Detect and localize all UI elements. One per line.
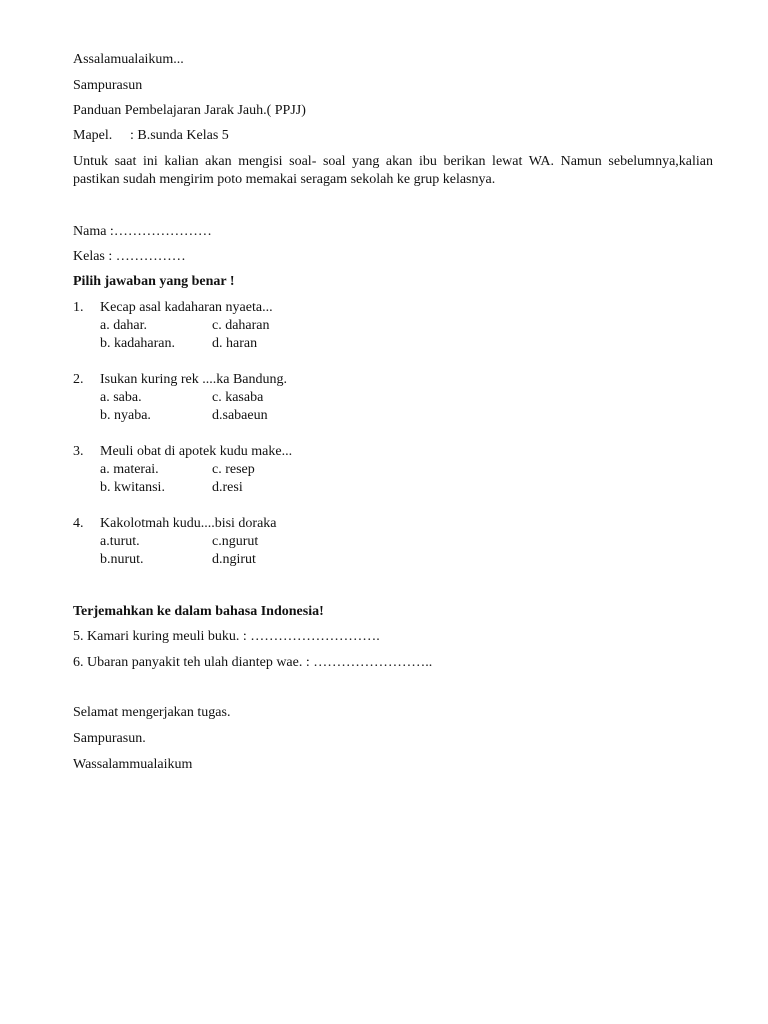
option-d: d.resi [212, 480, 243, 495]
question-6: 6. Ubaran panyakit teh ulah diantep wae. : …………………….. [73, 655, 433, 670]
mapel-value: : B.sunda Kelas 5 [130, 128, 229, 143]
option-d: d. haran [212, 336, 258, 351]
question-text: Kakolotmah kudu....bisi doraka [100, 516, 277, 531]
closing-greeting: Wassalammualaikum [73, 757, 193, 772]
instructions: Untuk saat ini kalian akan mengisi soal- soal yang akan ibu berikan lewat WA. Namun sebelumnya,kalian pastikan sudah mengirim poto memakai seragam sekolah ke grup kelasnya. [73, 154, 713, 187]
option-a: a.turut. [100, 534, 140, 549]
question-number: 3. [73, 444, 84, 459]
option-b: b. kwitansi. [100, 480, 165, 495]
section-heading-multiple-choice: Pilih jawaban yang benar ! [73, 274, 235, 289]
question-number: 4. [73, 516, 84, 531]
question-number: 1. [73, 300, 84, 315]
option-b: b. nyaba. [100, 408, 151, 423]
closing-salam: Sampurasun. [73, 731, 146, 746]
salam: Sampurasun [73, 78, 143, 93]
option-b: b.nurut. [100, 552, 144, 567]
question-text: Isukan kuring rek ....ka Bandung. [100, 372, 288, 387]
question-5: 5. Kamari kuring meuli buku. : ………………………. [73, 629, 380, 644]
option-a: a. dahar. [100, 318, 148, 333]
greeting: Assalamualaikum... [73, 52, 184, 67]
closing-message: Selamat mengerjakan tugas. [73, 705, 231, 720]
option-d: d.sabaeun [212, 408, 268, 423]
question-text: Kecap asal kadaharan nyaeta... [100, 300, 273, 315]
option-c: c. resep [212, 462, 255, 477]
option-a: a. materai. [100, 462, 159, 477]
kelas-field: Kelas : …………… [73, 249, 186, 264]
section-heading-translate: Terjemahkan ke dalam bahasa Indonesia! [73, 604, 324, 619]
option-b: b. kadaharan. [100, 336, 176, 351]
option-c: c. kasaba [212, 390, 264, 405]
option-c: c. daharan [212, 318, 270, 333]
mapel-label: Mapel. [73, 128, 113, 143]
question-text: Meuli obat di apotek kudu make... [100, 444, 293, 459]
nama-field: Nama :………………… [73, 224, 212, 239]
question-number: 2. [73, 372, 84, 387]
option-d: d.ngirut [212, 552, 256, 567]
option-a: a. saba. [100, 390, 142, 405]
document-title: Panduan Pembelajaran Jarak Jauh.( PPJJ) [73, 103, 306, 118]
option-c: c.ngurut [212, 534, 259, 549]
